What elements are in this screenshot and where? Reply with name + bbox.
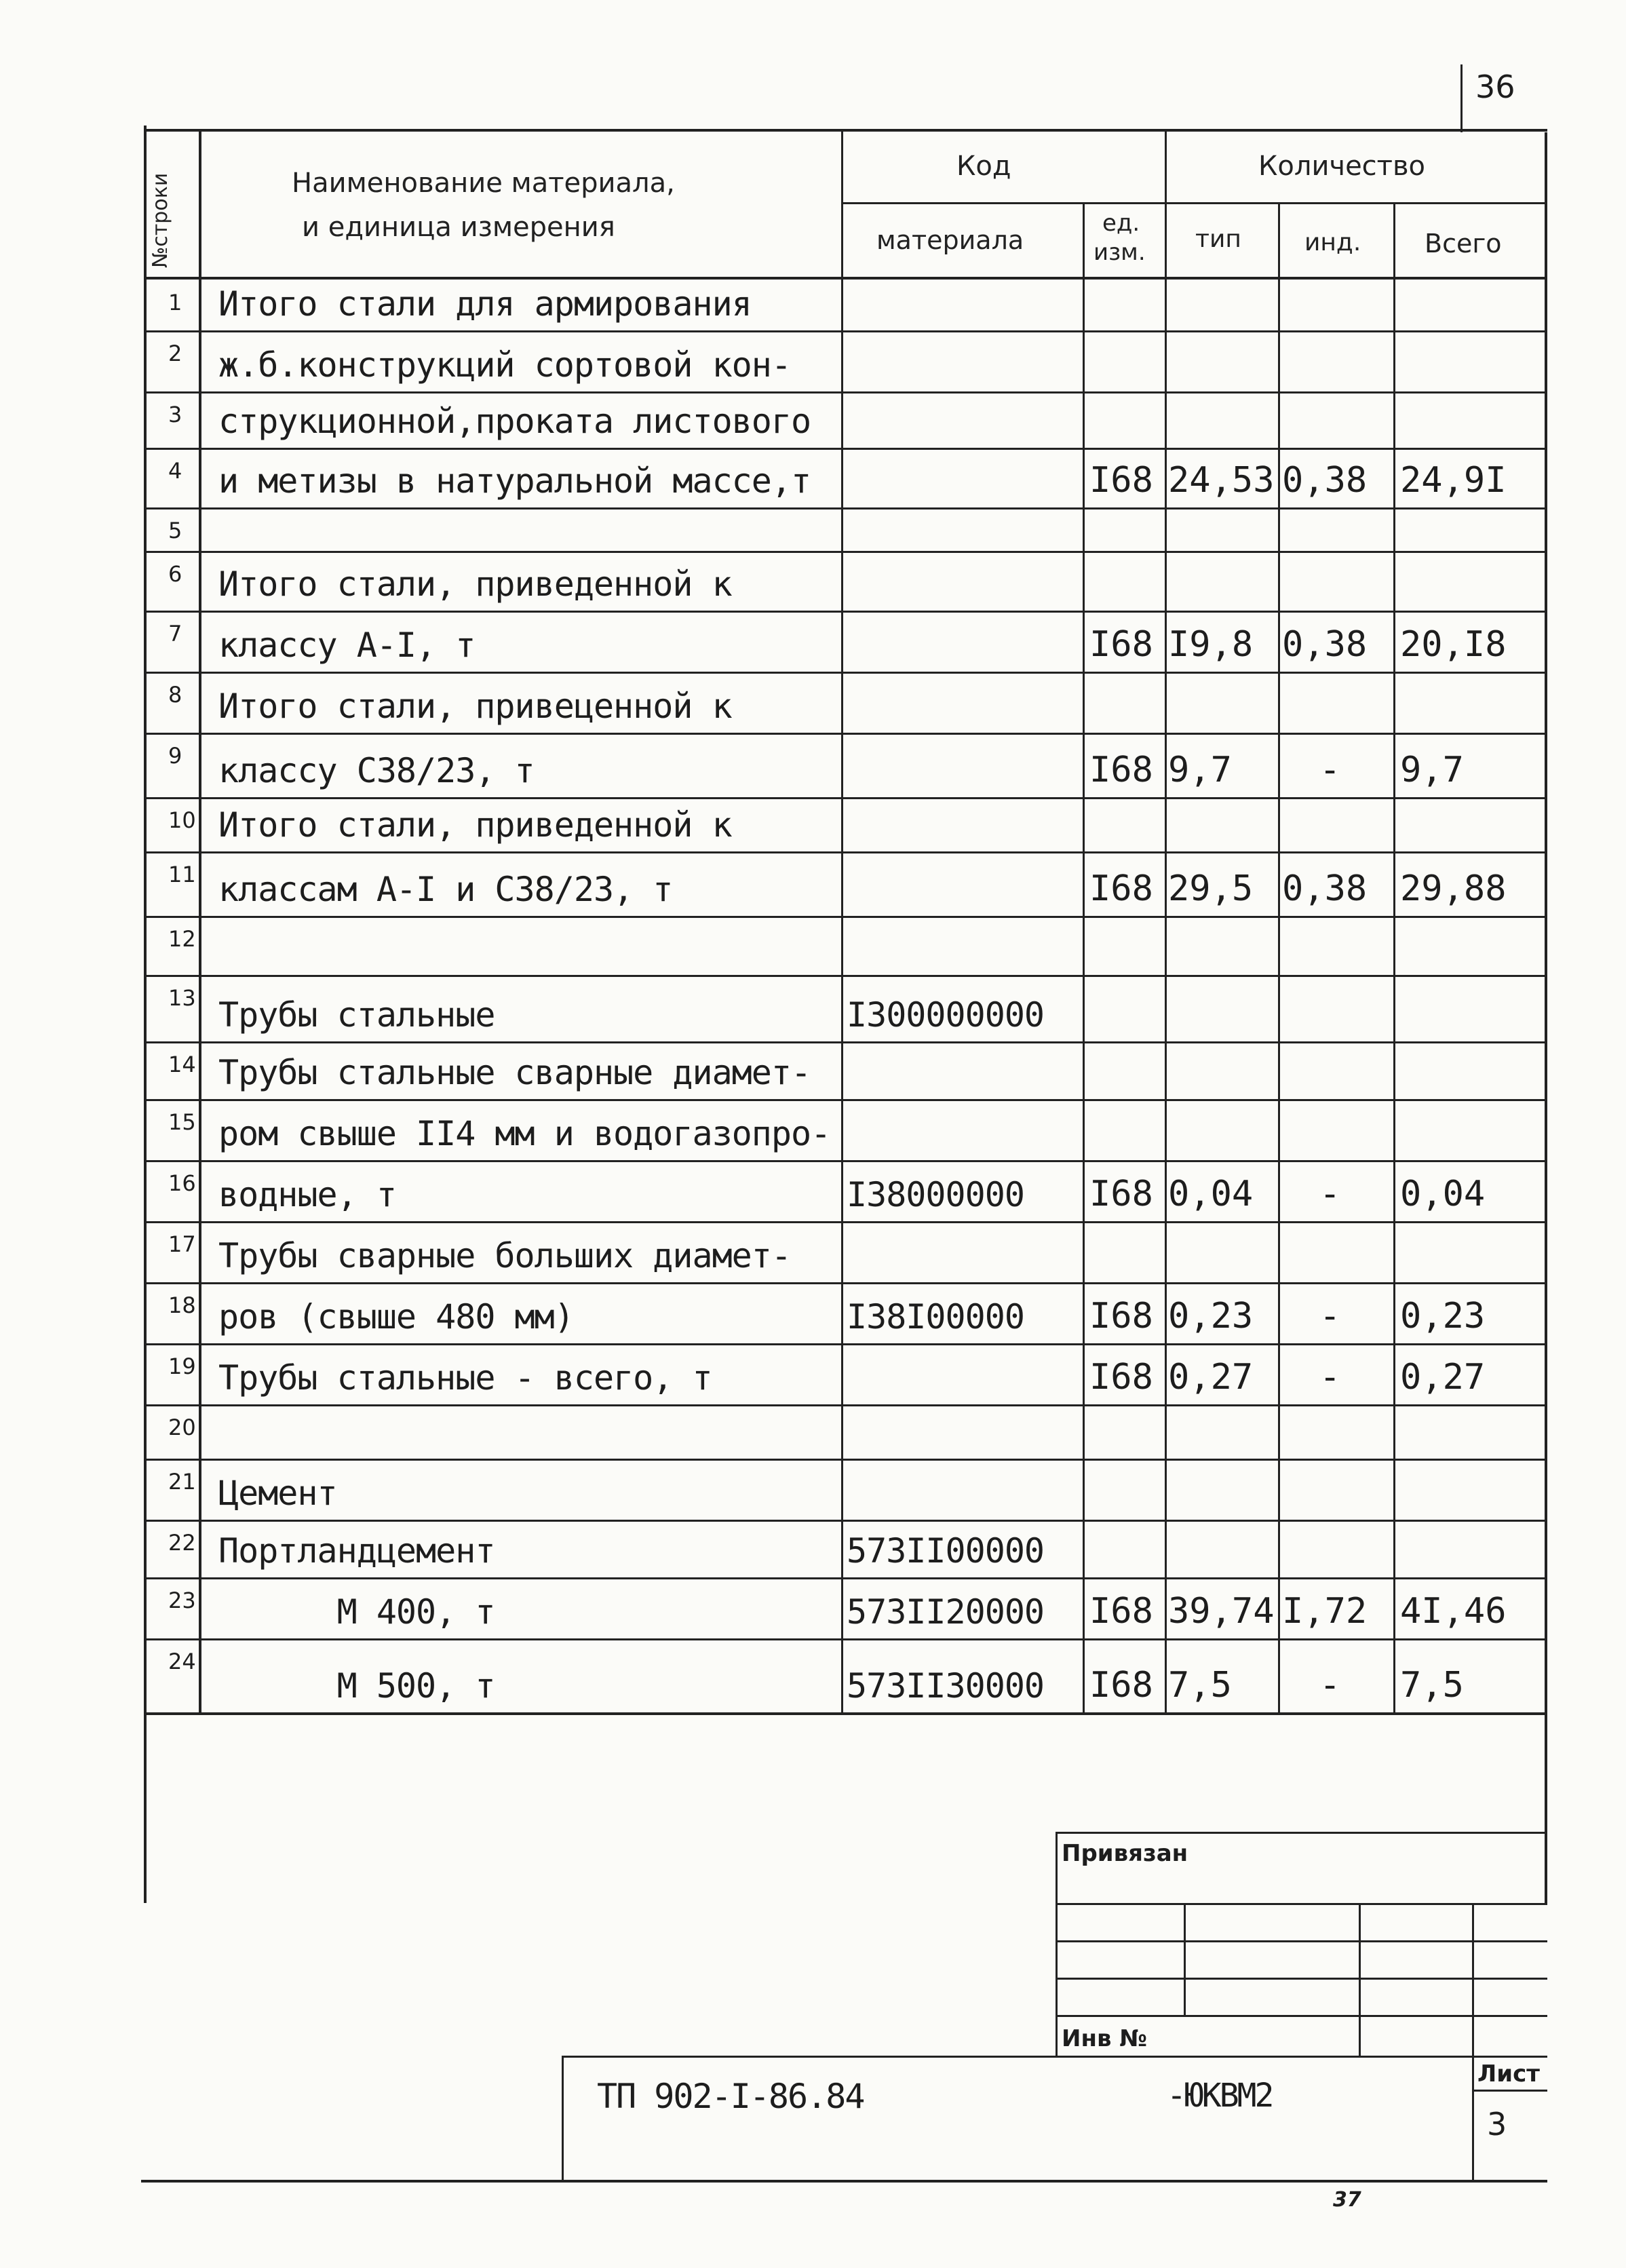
- col-line-unit: [1083, 202, 1085, 1713]
- cell-total: 0,23: [1400, 1296, 1486, 1337]
- cell-name: водные, т: [218, 1175, 396, 1214]
- page-number-divider: [1460, 64, 1463, 132]
- table-right-border: [1545, 132, 1547, 1903]
- cell-n: 13: [168, 985, 196, 1011]
- cell-total: 9,7: [1400, 750, 1464, 790]
- cell-tip: I9,8: [1168, 624, 1254, 665]
- cell-unit: I68: [1089, 624, 1153, 665]
- cell-n: 18: [168, 1292, 196, 1318]
- cell-tip: 0,23: [1168, 1296, 1254, 1337]
- cell-tip: 0,27: [1168, 1357, 1254, 1398]
- header-split-line: [841, 202, 1547, 204]
- stamp-inv-label: Инв №: [1062, 2025, 1148, 2052]
- cell-ind: -: [1319, 1296, 1341, 1337]
- cell-n: 14: [168, 1052, 196, 1077]
- header-q-total: Всего: [1425, 229, 1502, 258]
- stamp-doc-suffix: -ЮКВМ2: [1167, 2077, 1273, 2115]
- row-separator: [144, 1638, 1547, 1640]
- cell-ind: I,72: [1282, 1591, 1368, 1632]
- page-number: 36: [1475, 69, 1515, 105]
- cell-ind: 0,38: [1282, 624, 1368, 665]
- header-quantity: Количество: [1258, 151, 1426, 182]
- cell-ind: -: [1319, 1665, 1341, 1706]
- cell-code: I38000000: [847, 1175, 1024, 1214]
- cell-code: I38I00000: [847, 1297, 1024, 1337]
- cell-n: 10: [168, 807, 196, 833]
- row-separator: [144, 733, 1547, 735]
- row-separator: [144, 330, 1547, 332]
- stamp-col-2: [1359, 1903, 1361, 2056]
- cell-n: 16: [168, 1170, 196, 1196]
- row-separator: [144, 551, 1547, 553]
- cell-tip: 24,53: [1168, 460, 1275, 501]
- cell-name: Итого стали, привеценной к: [218, 687, 732, 726]
- cell-n: 5: [168, 518, 182, 543]
- cell-name: струкционной,проката листового: [218, 402, 811, 441]
- footer-mark: 37: [1333, 2188, 1361, 2212]
- cell-name: М 400, т: [218, 1592, 495, 1632]
- cell-name: Трубы сварные больших диамет-: [218, 1236, 791, 1275]
- row-separator: [144, 448, 1547, 450]
- stamp-col-1: [1184, 1903, 1186, 2015]
- cell-n: 3: [168, 402, 182, 427]
- cell-ind: -: [1319, 1174, 1341, 1214]
- cell-n: 1: [168, 290, 182, 315]
- cell-unit: I68: [1089, 1591, 1153, 1632]
- stamp-col-3: [1472, 1903, 1474, 2181]
- cell-unit: I68: [1089, 1296, 1153, 1337]
- stamp-sheet-split: [1472, 2090, 1547, 2092]
- header-q-ind: инд.: [1304, 229, 1361, 256]
- cell-name: Трубы стальные сварные диамет-: [218, 1053, 811, 1092]
- table-rows-bottom: [144, 1712, 1547, 1715]
- cell-name: и метизы в натуральной массе,т: [218, 461, 811, 501]
- header-q-type: тип: [1195, 225, 1241, 253]
- cell-n: 9: [168, 743, 182, 769]
- row-separator: [144, 1221, 1547, 1223]
- cell-code: 573II00000: [847, 1531, 1045, 1571]
- table-top-border: [144, 129, 1547, 132]
- cell-total: 24,9I: [1400, 460, 1507, 501]
- stamp-linked-label: Привязан: [1062, 1840, 1188, 1867]
- cell-n: 20: [168, 1415, 196, 1440]
- stamp-sheet-label: Лист: [1477, 2060, 1540, 2088]
- cell-name: классу А-I, т: [218, 626, 476, 665]
- cell-tip: 29,5: [1168, 868, 1254, 909]
- stamp-left-line: [1056, 1832, 1058, 2056]
- row-separator: [144, 1520, 1547, 1522]
- cell-name: классу С38/23, т: [218, 751, 535, 790]
- row-separator: [144, 1343, 1547, 1345]
- cell-total: 7,5: [1400, 1665, 1464, 1706]
- row-separator: [144, 975, 1547, 977]
- cell-name: Трубы стальные: [218, 995, 495, 1035]
- cell-code: 573II30000: [847, 1666, 1045, 1706]
- row-separator: [144, 1041, 1547, 1043]
- cell-total: 0,04: [1400, 1174, 1486, 1214]
- cell-total: 29,88: [1400, 868, 1507, 909]
- cell-n: 23: [168, 1588, 196, 1613]
- cell-ind: 0,38: [1282, 460, 1368, 501]
- cell-n: 4: [168, 458, 182, 484]
- cell-total: 0,27: [1400, 1357, 1486, 1398]
- cell-name: Портландцемент: [218, 1531, 495, 1571]
- cell-n: 2: [168, 341, 182, 366]
- cell-n: 12: [168, 926, 196, 952]
- cell-unit: I68: [1089, 1665, 1153, 1706]
- row-separator: [144, 797, 1547, 799]
- header-unit-line2: изм.: [1093, 239, 1146, 266]
- row-separator: [144, 1160, 1547, 1162]
- cell-n: 22: [168, 1530, 196, 1556]
- header-name-line2: и единица измерения: [302, 212, 615, 243]
- stamp-doc-code: ТП 902-I-86.84: [597, 2077, 864, 2116]
- header-code-material: материала: [876, 225, 1024, 255]
- cell-name: Итого стали, приведенной к: [218, 805, 732, 845]
- col-line-tip: [1165, 129, 1167, 1713]
- row-separator: [144, 916, 1547, 918]
- cell-ind: -: [1319, 1357, 1341, 1398]
- cell-total: 20,I8: [1400, 624, 1507, 665]
- cell-unit: I68: [1089, 868, 1153, 909]
- cell-name: Трубы стальные - всего, т: [218, 1358, 712, 1398]
- cell-name: ж.б.конструкций сортовой кон-: [218, 345, 791, 385]
- cell-ind: -: [1319, 750, 1341, 790]
- cell-n: 11: [168, 862, 196, 887]
- row-separator: [144, 1282, 1547, 1284]
- cell-tip: 39,74: [1168, 1591, 1275, 1632]
- col-line-num: [199, 129, 201, 1713]
- header-unit-line1: ед.: [1102, 210, 1140, 237]
- cell-name: классам А-I и С38/23, т: [218, 870, 673, 909]
- row-separator: [144, 672, 1547, 674]
- cell-n: 24: [168, 1649, 196, 1674]
- header-bottom-line: [144, 277, 1547, 280]
- row-separator: [144, 1577, 1547, 1579]
- cell-total: 4I,46: [1400, 1591, 1507, 1632]
- cell-name: ром свыше II4 мм и водогазопро-: [218, 1114, 831, 1153]
- cell-tip: 9,7: [1168, 750, 1232, 790]
- cell-n: 6: [168, 561, 182, 587]
- col-line-code: [841, 129, 843, 1713]
- page-bottom-border: [141, 2180, 1547, 2183]
- row-separator: [144, 1459, 1547, 1461]
- stamp-sheet-number: 3: [1487, 2106, 1507, 2142]
- cell-name: ров (свыше 480 мм): [218, 1297, 574, 1337]
- cell-n: 19: [168, 1353, 196, 1379]
- stamp-title-left: [562, 2056, 564, 2181]
- cell-tip: 7,5: [1168, 1665, 1232, 1706]
- row-separator: [144, 851, 1547, 853]
- cell-name: Итого стали для армирования: [218, 284, 752, 324]
- cell-unit: I68: [1089, 750, 1153, 790]
- header-row-no: №строки: [149, 172, 172, 268]
- cell-n: 7: [168, 621, 182, 647]
- row-separator: [144, 391, 1547, 393]
- stamp-title-top: [562, 2056, 1547, 2058]
- cell-code: I300000000: [847, 995, 1045, 1035]
- row-separator: [144, 507, 1547, 510]
- cell-name: Итого стали, приведенной к: [218, 564, 732, 604]
- cell-n: 15: [168, 1109, 196, 1135]
- col-line-ind: [1278, 202, 1280, 1713]
- cell-unit: I68: [1089, 1174, 1153, 1214]
- cell-tip: 0,04: [1168, 1174, 1254, 1214]
- cell-unit: I68: [1089, 1357, 1153, 1398]
- row-separator: [144, 611, 1547, 613]
- stamp-top-line: [1056, 1832, 1547, 1834]
- cell-unit: I68: [1089, 460, 1153, 501]
- cell-ind: 0,38: [1282, 868, 1368, 909]
- row-separator: [144, 1404, 1547, 1406]
- row-separator: [144, 1099, 1547, 1101]
- cell-n: 8: [168, 682, 182, 708]
- cell-code: 573II20000: [847, 1592, 1045, 1632]
- cell-name: Цемент: [218, 1474, 337, 1513]
- header-code: Код: [956, 151, 1011, 182]
- header-name-line1: Наименование материала,: [292, 168, 675, 199]
- cell-n: 17: [168, 1231, 196, 1257]
- cell-n: 21: [168, 1469, 196, 1495]
- cell-name: М 500, т: [218, 1666, 495, 1706]
- col-line-total: [1393, 202, 1395, 1713]
